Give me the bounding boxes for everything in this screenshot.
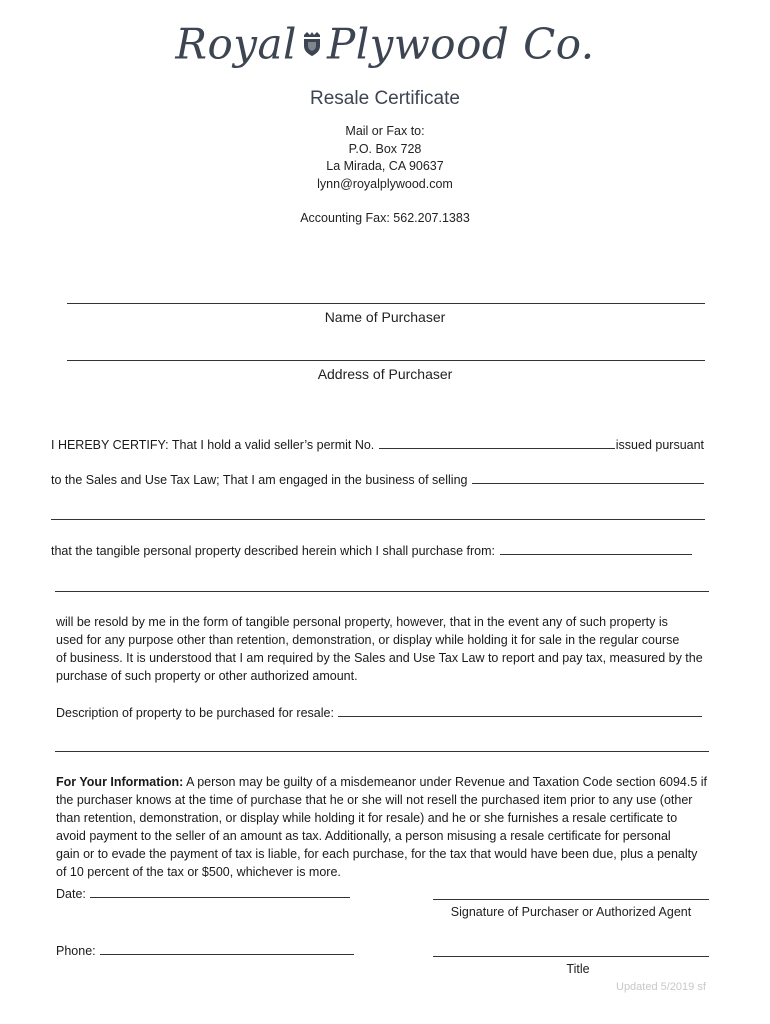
business-selling-text: to the Sales and Use Tax Law; That I am engaged in the business of selling xyxy=(51,473,468,487)
signature-line[interactable] xyxy=(433,899,709,900)
info-line: of 10 percent of the tax or $500, whichever is more. xyxy=(56,865,341,879)
info-line: than retention, demonstration, or display while holding it for resale) and he or she furnishes a resale certificate to xyxy=(56,811,678,825)
certify-line-2 xyxy=(51,472,705,487)
resale-paragraph xyxy=(56,613,736,685)
certify-permit-text: I HEREBY CERTIFY: That I hold a valid seller’s permit No. xyxy=(51,438,375,452)
description-field[interactable] xyxy=(338,705,702,717)
date-field[interactable] xyxy=(90,886,350,898)
po-box: P.O. Box 728 xyxy=(348,142,422,156)
mail-label: Mail or Fax to: xyxy=(345,124,425,138)
info-first-line xyxy=(56,773,736,791)
purchase-from-field[interactable] xyxy=(500,543,692,555)
purchaser-address-line[interactable] xyxy=(67,360,705,361)
description-row xyxy=(56,705,703,720)
logo-text-royal: Royal xyxy=(175,19,297,69)
logo-text-plywood: Plywood Co. xyxy=(326,19,595,69)
paragraph-line: used for any purpose other than retention, demonstration, or display while holding it for sale in the regular course xyxy=(56,633,680,647)
phone-field[interactable] xyxy=(100,943,354,955)
certify-line-3 xyxy=(51,543,693,558)
purchaser-address-label: Address of Purchaser xyxy=(317,366,453,382)
phone-label: Phone: xyxy=(56,944,96,958)
date-row xyxy=(56,886,351,901)
date-label: Date: xyxy=(56,887,86,901)
page-title: Resale Certificate xyxy=(310,88,460,109)
city-state-zip: La Mirada, CA 90637 xyxy=(326,159,444,173)
info-line: the purchaser knows at the time of purchase that he or she will not resell the purchased item prior to any use (other xyxy=(56,793,693,807)
description-label: Description of property to be purchased for resale: xyxy=(56,706,334,720)
certify-line-1 xyxy=(51,437,704,452)
info-bold-label: For Your Information: xyxy=(56,775,184,789)
phone-row xyxy=(56,943,355,958)
signature-label: Signature of Purchaser or Authorized Agent xyxy=(450,905,692,919)
accounting-fax: Accounting Fax: 562.207.1383 xyxy=(300,211,470,225)
info-paragraph xyxy=(56,773,736,881)
certify-issued-text: issued pursuant xyxy=(615,438,705,452)
info-line: avoid payment to the seller of an amount as tax. Additionally, a person misusing a resale certificate for personal xyxy=(56,829,671,843)
info-first-line-rest: A person may be guilty of a misdemeanor under Revenue and Taxation Code section 6094.5 if xyxy=(183,775,708,789)
contact-email: lynn@royalplywood.com xyxy=(317,177,453,191)
purchase-from-continuation-line[interactable] xyxy=(55,591,709,592)
title-line[interactable] xyxy=(433,956,709,957)
purchaser-name-line[interactable] xyxy=(67,303,705,304)
paragraph-line: will be resold by me in the form of tangible personal property, however, that in the event any of such property is xyxy=(56,615,668,629)
paragraph-line: purchase of such property or other authorized amount. xyxy=(56,669,358,683)
info-line: gain or to evade the payment of tax is liable, for each purchase, for the tax that would have been due, plus a penalty xyxy=(56,847,698,861)
business-continuation-line[interactable] xyxy=(51,519,705,520)
permit-number-field[interactable] xyxy=(379,437,615,449)
description-continuation-line[interactable] xyxy=(55,751,709,752)
business-selling-field[interactable] xyxy=(472,472,704,484)
paragraph-line: of business. It is understood that I am required by the Sales and Use Tax Law to report and pay tax, measured by the xyxy=(56,651,703,665)
purchase-from-text: that the tangible personal property described herein which I shall purchase from: xyxy=(51,544,496,558)
purchaser-name-label: Name of Purchaser xyxy=(324,309,446,325)
updated-note: Updated 5/2019 sf xyxy=(616,981,706,993)
company-logo xyxy=(0,18,770,77)
crest-icon xyxy=(301,18,323,67)
title-label: Title xyxy=(566,962,590,976)
